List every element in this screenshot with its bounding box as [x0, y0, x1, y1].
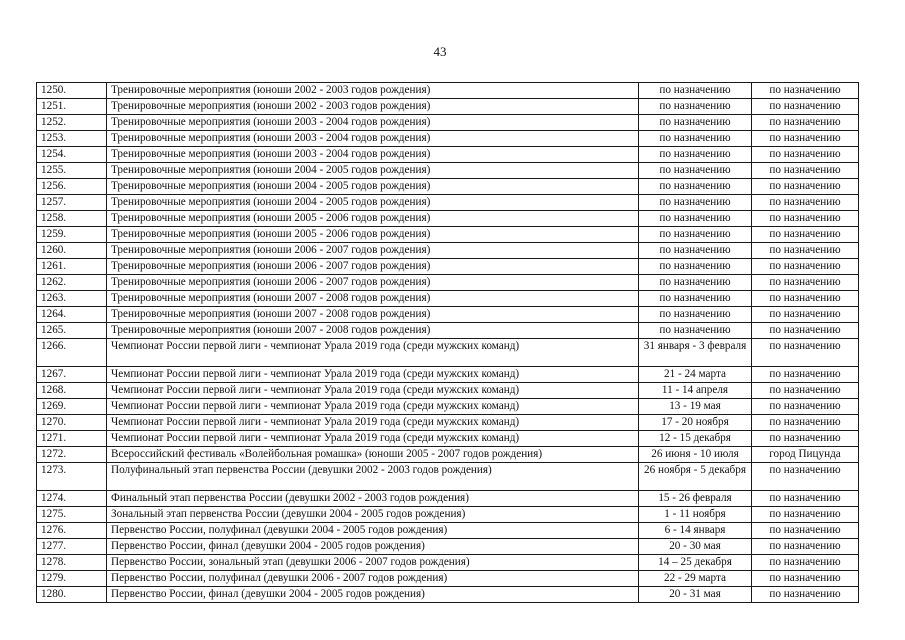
table-row	[37, 115, 859, 131]
event-location-cell: по назначению	[752, 307, 859, 323]
row-number-cell: 1255.	[37, 163, 107, 179]
event-dates-cell: 14 – 25 декабря	[639, 555, 752, 571]
row-number-cell: 1270.	[37, 415, 107, 431]
event-dates-cell: 26 июня - 10 июля	[639, 447, 752, 463]
event-dates-cell: по назначению	[639, 275, 752, 291]
table-row	[37, 507, 859, 523]
event-dates-cell: по назначению	[639, 83, 752, 99]
event-dates-cell: по назначению	[639, 291, 752, 307]
table-row	[37, 399, 859, 415]
table-row	[37, 463, 859, 491]
event-location-cell: по назначению	[752, 367, 859, 383]
row-number-cell: 1260.	[37, 243, 107, 259]
event-dates-cell: 31 января - 3 февраля	[639, 339, 752, 367]
event-name-cell: Чемпионат России первой лиги - чемпионат Урала 2019 года (среди мужских команд)	[107, 339, 639, 367]
table-row	[37, 415, 859, 431]
event-location-cell: по назначению	[752, 507, 859, 523]
table-row	[37, 447, 859, 463]
event-location-cell: по назначению	[752, 99, 859, 115]
event-location-cell: по назначению	[752, 539, 859, 555]
event-location-cell: по назначению	[752, 227, 859, 243]
row-number-cell: 1259.	[37, 227, 107, 243]
table-row	[37, 227, 859, 243]
event-dates-cell: по назначению	[639, 243, 752, 259]
event-name-cell: Полуфинальный этап первенства России (девушки 2002 - 2003 годов рождения)	[107, 463, 639, 491]
event-location-cell: по назначению	[752, 259, 859, 275]
event-name-cell: Тренировочные мероприятия (юноши 2003 - 2004 годов рождения)	[107, 115, 639, 131]
table-row	[37, 571, 859, 587]
event-name-cell: Тренировочные мероприятия (юноши 2002 - 2003 годов рождения)	[107, 99, 639, 115]
event-name-cell: Тренировочные мероприятия (юноши 2005 - 2006 годов рождения)	[107, 211, 639, 227]
table-row	[37, 383, 859, 399]
table-row	[37, 323, 859, 339]
row-number-cell: 1266.	[37, 339, 107, 367]
table-row	[37, 275, 859, 291]
event-location-cell: по назначению	[752, 339, 859, 367]
row-number-cell: 1274.	[37, 491, 107, 507]
table-row	[37, 539, 859, 555]
event-dates-cell: 21 - 24 марта	[639, 367, 752, 383]
event-location-cell: по назначению	[752, 163, 859, 179]
event-dates-cell: по назначению	[639, 195, 752, 211]
event-dates-cell: по назначению	[639, 115, 752, 131]
table-row	[37, 367, 859, 383]
event-name-cell: Первенство России, финал (девушки 2004 - 2005 годов рождения)	[107, 539, 639, 555]
table-row	[37, 179, 859, 195]
event-location-cell: по назначению	[752, 291, 859, 307]
event-name-cell: Чемпионат России первой лиги - чемпионат Урала 2019 года (среди мужских команд)	[107, 367, 639, 383]
table-row	[37, 163, 859, 179]
table-row	[37, 491, 859, 507]
row-number-cell: 1271.	[37, 431, 107, 447]
row-number-cell: 1252.	[37, 115, 107, 131]
row-number-cell: 1276.	[37, 523, 107, 539]
row-number-cell: 1277.	[37, 539, 107, 555]
row-number-cell: 1269.	[37, 399, 107, 415]
event-dates-cell: 20 - 31 мая	[639, 587, 752, 603]
event-location-cell: по назначению	[752, 491, 859, 507]
event-name-cell: Тренировочные мероприятия (юноши 2004 - 2005 годов рождения)	[107, 195, 639, 211]
event-location-cell: по назначению	[752, 147, 859, 163]
event-location-cell: по назначению	[752, 431, 859, 447]
table-row	[37, 291, 859, 307]
row-number-cell: 1280.	[37, 587, 107, 603]
event-location-cell: по назначению	[752, 463, 859, 491]
row-number-cell: 1254.	[37, 147, 107, 163]
event-dates-cell: 11 - 14 апреля	[639, 383, 752, 399]
row-number-cell: 1273.	[37, 463, 107, 491]
event-name-cell: Тренировочные мероприятия (юноши 2007 - 2008 годов рождения)	[107, 291, 639, 307]
event-location-cell: по назначению	[752, 571, 859, 587]
event-dates-cell: 26 ноября - 5 декабря	[639, 463, 752, 491]
event-name-cell: Тренировочные мероприятия (юноши 2004 - 2005 годов рождения)	[107, 179, 639, 195]
event-location-cell: по назначению	[752, 211, 859, 227]
row-number-cell: 1264.	[37, 307, 107, 323]
event-dates-cell: 1 - 11 ноября	[639, 507, 752, 523]
event-location-cell: по назначению	[752, 179, 859, 195]
row-number-cell: 1256.	[37, 179, 107, 195]
event-name-cell: Первенство России, полуфинал (девушки 2004 - 2005 годов рождения)	[107, 523, 639, 539]
event-name-cell: Финальный этап первенства России (девушки 2002 - 2003 годов рождения)	[107, 491, 639, 507]
row-number-cell: 1279.	[37, 571, 107, 587]
row-number-cell: 1272.	[37, 447, 107, 463]
row-number-cell: 1275.	[37, 507, 107, 523]
event-dates-cell: по назначению	[639, 147, 752, 163]
table-row	[37, 99, 859, 115]
event-name-cell: Первенство России, зональный этап (девушки 2006 - 2007 годов рождения)	[107, 555, 639, 571]
event-dates-cell: 13 - 19 мая	[639, 399, 752, 415]
event-location-cell: по назначению	[752, 383, 859, 399]
event-location-cell: по назначению	[752, 131, 859, 147]
event-location-cell: по назначению	[752, 323, 859, 339]
event-dates-cell: по назначению	[639, 131, 752, 147]
table-row	[37, 259, 859, 275]
event-name-cell: Тренировочные мероприятия (юноши 2006 - 2007 годов рождения)	[107, 275, 639, 291]
table-row	[37, 195, 859, 211]
event-dates-cell: по назначению	[639, 259, 752, 275]
event-dates-cell: по назначению	[639, 211, 752, 227]
row-number-cell: 1267.	[37, 367, 107, 383]
table-row	[37, 211, 859, 227]
event-dates-cell: по назначению	[639, 179, 752, 195]
event-name-cell: Тренировочные мероприятия (юноши 2003 - 2004 годов рождения)	[107, 147, 639, 163]
table-row	[37, 83, 859, 99]
event-name-cell: Чемпионат России первой лиги - чемпионат Урала 2019 года (среди мужских команд)	[107, 383, 639, 399]
event-location-cell: по назначению	[752, 555, 859, 571]
events-table	[36, 82, 859, 603]
events-table-body	[37, 83, 859, 603]
event-name-cell: Чемпионат России первой лиги - чемпионат Урала 2019 года (среди мужских команд)	[107, 415, 639, 431]
event-location-cell: по назначению	[752, 195, 859, 211]
row-number-cell: 1263.	[37, 291, 107, 307]
event-location-cell: город Пицунда	[752, 447, 859, 463]
event-dates-cell: по назначению	[639, 323, 752, 339]
event-name-cell: Тренировочные мероприятия (юноши 2006 - 2007 годов рождения)	[107, 259, 639, 275]
table-row	[37, 339, 859, 367]
event-location-cell: по назначению	[752, 399, 859, 415]
row-number-cell: 1261.	[37, 259, 107, 275]
event-name-cell: Тренировочные мероприятия (юноши 2007 - 2008 годов рождения)	[107, 307, 639, 323]
row-number-cell: 1251.	[37, 99, 107, 115]
row-number-cell: 1258.	[37, 211, 107, 227]
event-name-cell: Чемпионат России первой лиги - чемпионат Урала 2019 года (среди мужских команд)	[107, 399, 639, 415]
event-name-cell: Тренировочные мероприятия (юноши 2006 - 2007 годов рождения)	[107, 243, 639, 259]
event-name-cell: Тренировочные мероприятия (юноши 2004 - 2005 годов рождения)	[107, 163, 639, 179]
row-number-cell: 1268.	[37, 383, 107, 399]
event-dates-cell: по назначению	[639, 307, 752, 323]
row-number-cell: 1262.	[37, 275, 107, 291]
row-number-cell: 1253.	[37, 131, 107, 147]
table-row	[37, 587, 859, 603]
row-number-cell: 1250.	[37, 83, 107, 99]
event-dates-cell: по назначению	[639, 227, 752, 243]
event-name-cell: Тренировочные мероприятия (юноши 2002 - 2003 годов рождения)	[107, 83, 639, 99]
event-location-cell: по назначению	[752, 83, 859, 99]
page-number: 43	[433, 44, 447, 59]
event-name-cell: Тренировочные мероприятия (юноши 2007 - 2008 годов рождения)	[107, 323, 639, 339]
event-location-cell: по назначению	[752, 587, 859, 603]
event-location-cell: по назначению	[752, 415, 859, 431]
event-name-cell: Зональный этап первенства России (девушки 2004 - 2005 годов рождения)	[107, 507, 639, 523]
event-dates-cell: 22 - 29 марта	[639, 571, 752, 587]
event-dates-cell: по назначению	[639, 163, 752, 179]
event-dates-cell: по назначению	[639, 99, 752, 115]
table-row	[37, 131, 859, 147]
table-row	[37, 147, 859, 163]
event-dates-cell: 12 - 15 декабря	[639, 431, 752, 447]
event-location-cell: по назначению	[752, 115, 859, 131]
row-number-cell: 1257.	[37, 195, 107, 211]
table-row	[37, 431, 859, 447]
event-dates-cell: 20 - 30 мая	[639, 539, 752, 555]
row-number-cell: 1278.	[37, 555, 107, 571]
table-row	[37, 523, 859, 539]
event-dates-cell: 6 - 14 января	[639, 523, 752, 539]
event-dates-cell: 15 - 26 февраля	[639, 491, 752, 507]
event-dates-cell: 17 - 20 ноября	[639, 415, 752, 431]
event-name-cell: Чемпионат России первой лиги - чемпионат Урала 2019 года (среди мужских команд)	[107, 431, 639, 447]
event-name-cell: Тренировочные мероприятия (юноши 2005 - 2006 годов рождения)	[107, 227, 639, 243]
event-name-cell: Первенство России, финал (девушки 2004 - 2005 годов рождения)	[107, 587, 639, 603]
event-name-cell: Тренировочные мероприятия (юноши 2003 - 2004 годов рождения)	[107, 131, 639, 147]
event-location-cell: по назначению	[752, 275, 859, 291]
table-row	[37, 307, 859, 323]
event-name-cell: Первенство России, полуфинал (девушки 2006 - 2007 годов рождения)	[107, 571, 639, 587]
table-row	[37, 243, 859, 259]
event-location-cell: по назначению	[752, 243, 859, 259]
row-number-cell: 1265.	[37, 323, 107, 339]
event-name-cell: Всероссийский фестиваль «Волейбольная ромашка» (юноши 2005 - 2007 годов рождения)	[107, 447, 639, 463]
table-row	[37, 555, 859, 571]
event-location-cell: по назначению	[752, 523, 859, 539]
